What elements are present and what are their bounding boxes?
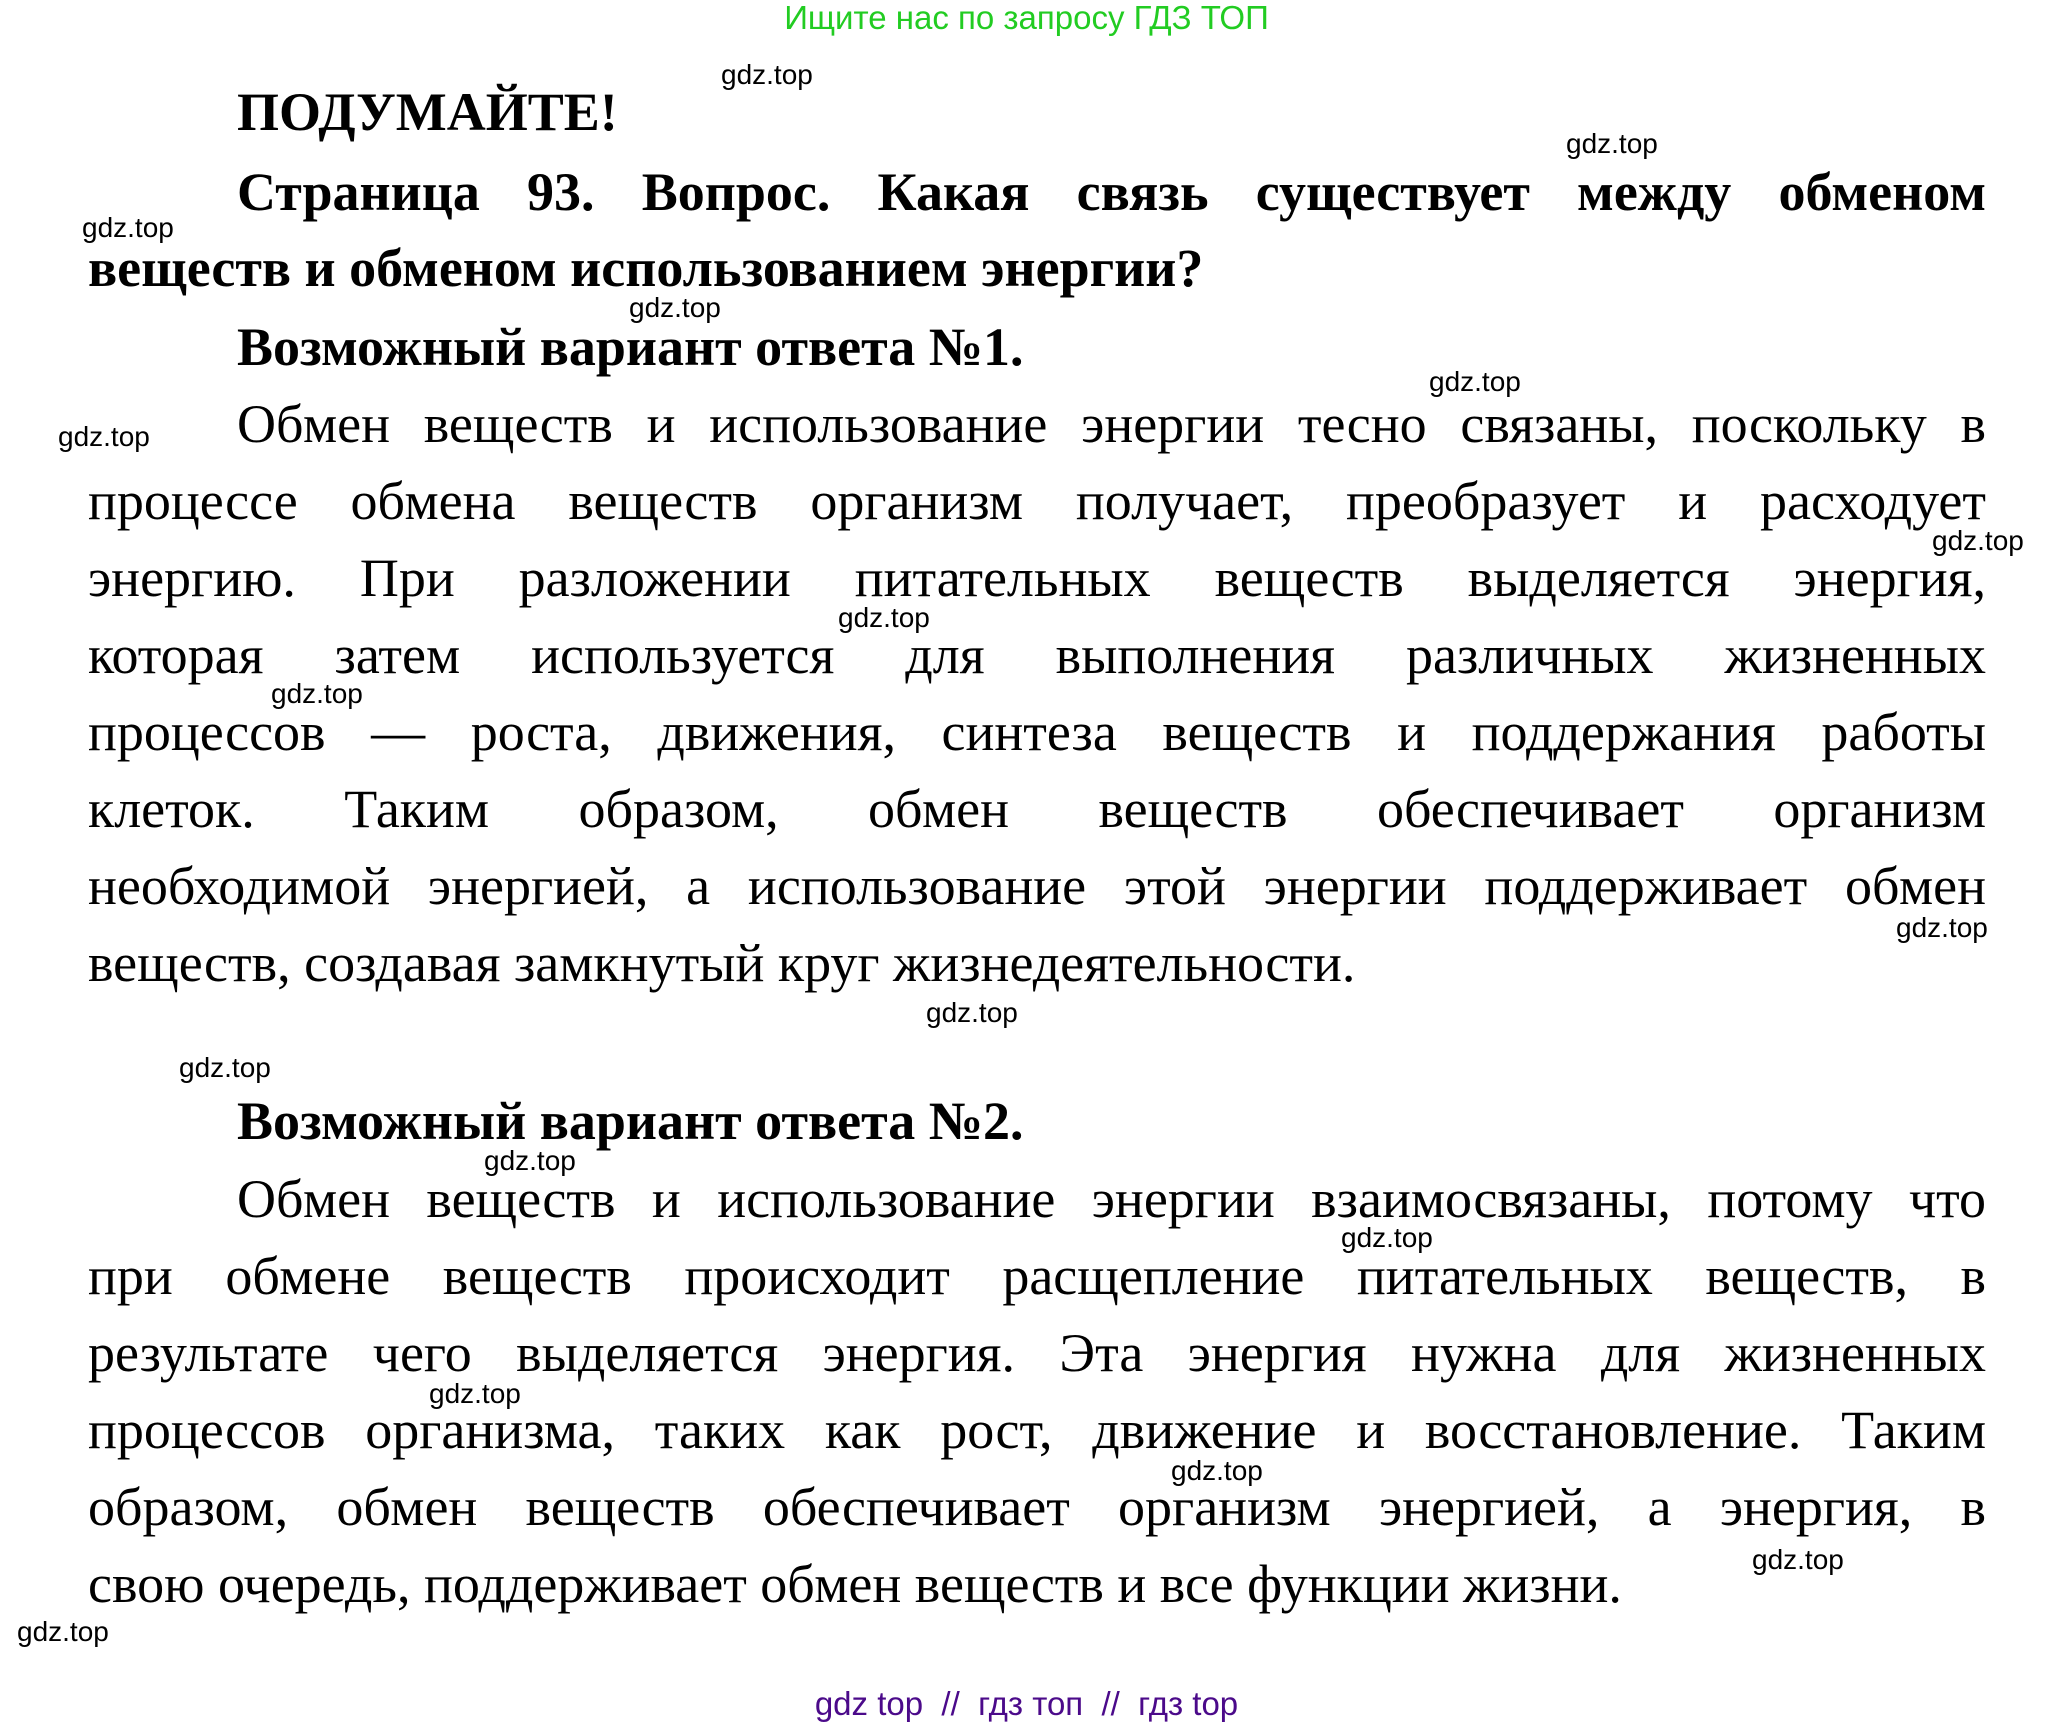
watermark: gdz.top [1752, 1544, 1844, 1575]
watermark: gdz.top [1341, 1222, 1433, 1253]
watermark: gdz.top [721, 59, 813, 90]
question-line: веществ и обменом использованием энергии? [88, 238, 1204, 298]
watermark: gdz.top [82, 212, 174, 243]
footer-text[interactable]: gdz top // гдз топ // гдз top [814, 1685, 1239, 1722]
answer2-line: процессов организма, таких как рост, движение и восстановление. Таким [88, 1400, 1986, 1460]
answer2-line: при обмене веществ происходит расщепление питательных веществ, в [88, 1246, 1986, 1306]
answer1-line: процессов — роста, движения, синтеза веществ и поддержания работы [88, 702, 1986, 762]
answer1-line: Обмен веществ и использование энергии тесно связаны, поскольку в [237, 394, 1986, 454]
watermark: gdz.top [179, 1052, 271, 1083]
answer2-line: свою очередь, поддерживает обмен веществ и все функции жизни. [88, 1554, 1622, 1614]
answer1-line: веществ, создавая замкнутый круг жизнедеятельности. [88, 933, 1356, 993]
watermark: gdz.top [429, 1378, 521, 1409]
answer1-heading: Возможный вариант ответа №1. [237, 317, 1024, 377]
search-banner: Ищите нас по запросу ГДЗ ТОП [784, 0, 1269, 36]
answer2-heading-block [88, 1083, 1986, 1160]
watermark: gdz.top [271, 678, 363, 709]
answer1-line: клеток. Таким образом, обмен веществ обеспечивает организм [88, 779, 1986, 839]
watermark: gdz.top [1429, 366, 1521, 397]
answer2-line: результате чего выделяется энергия. Эта энергия нужна для жизненных [88, 1323, 1986, 1383]
answer1-body [88, 386, 1986, 1002]
watermark: gdz.top [926, 997, 1018, 1028]
answer2-heading: Возможный вариант ответа №2. [237, 1091, 1024, 1151]
answer2-line: образом, обмен веществ обеспечивает организм энергией, а энергия, в [88, 1477, 1986, 1537]
footer-links[interactable] [0, 1686, 2053, 1722]
answer2-line: Обмен веществ и использование энергии взаимосвязаны, потому что [237, 1169, 1986, 1229]
answer1-line: необходимой энергией, а использование этой энергии поддерживает обмен [88, 856, 1986, 916]
watermark: gdz.top [484, 1145, 576, 1176]
watermark: gdz.top [58, 421, 150, 452]
answer2-body [88, 1161, 1986, 1623]
title: ПОДУМАЙТЕ! [237, 82, 618, 142]
question [88, 154, 1986, 306]
question-line: Страница 93. Вопрос. Какая связь существует между обменом [237, 162, 1986, 222]
watermark: gdz.top [1896, 912, 1988, 943]
watermark: gdz.top [1171, 1455, 1263, 1486]
watermark: gdz.top [1566, 128, 1658, 159]
answer1-line: процессе обмена веществ организм получает, преобразует и расходует [88, 471, 1986, 531]
page-heading [88, 74, 1986, 151]
watermark: gdz.top [1932, 525, 2024, 556]
answer1-line: энергию. При разложении питательных веществ выделяется энергия, [88, 548, 1986, 608]
watermark: gdz.top [17, 1616, 109, 1647]
watermark: gdz.top [838, 602, 930, 633]
answer1-line: которая затем используется для выполнения различных жизненных [88, 625, 1986, 685]
watermark: gdz.top [629, 292, 721, 323]
answer1-heading-block [88, 309, 1986, 386]
